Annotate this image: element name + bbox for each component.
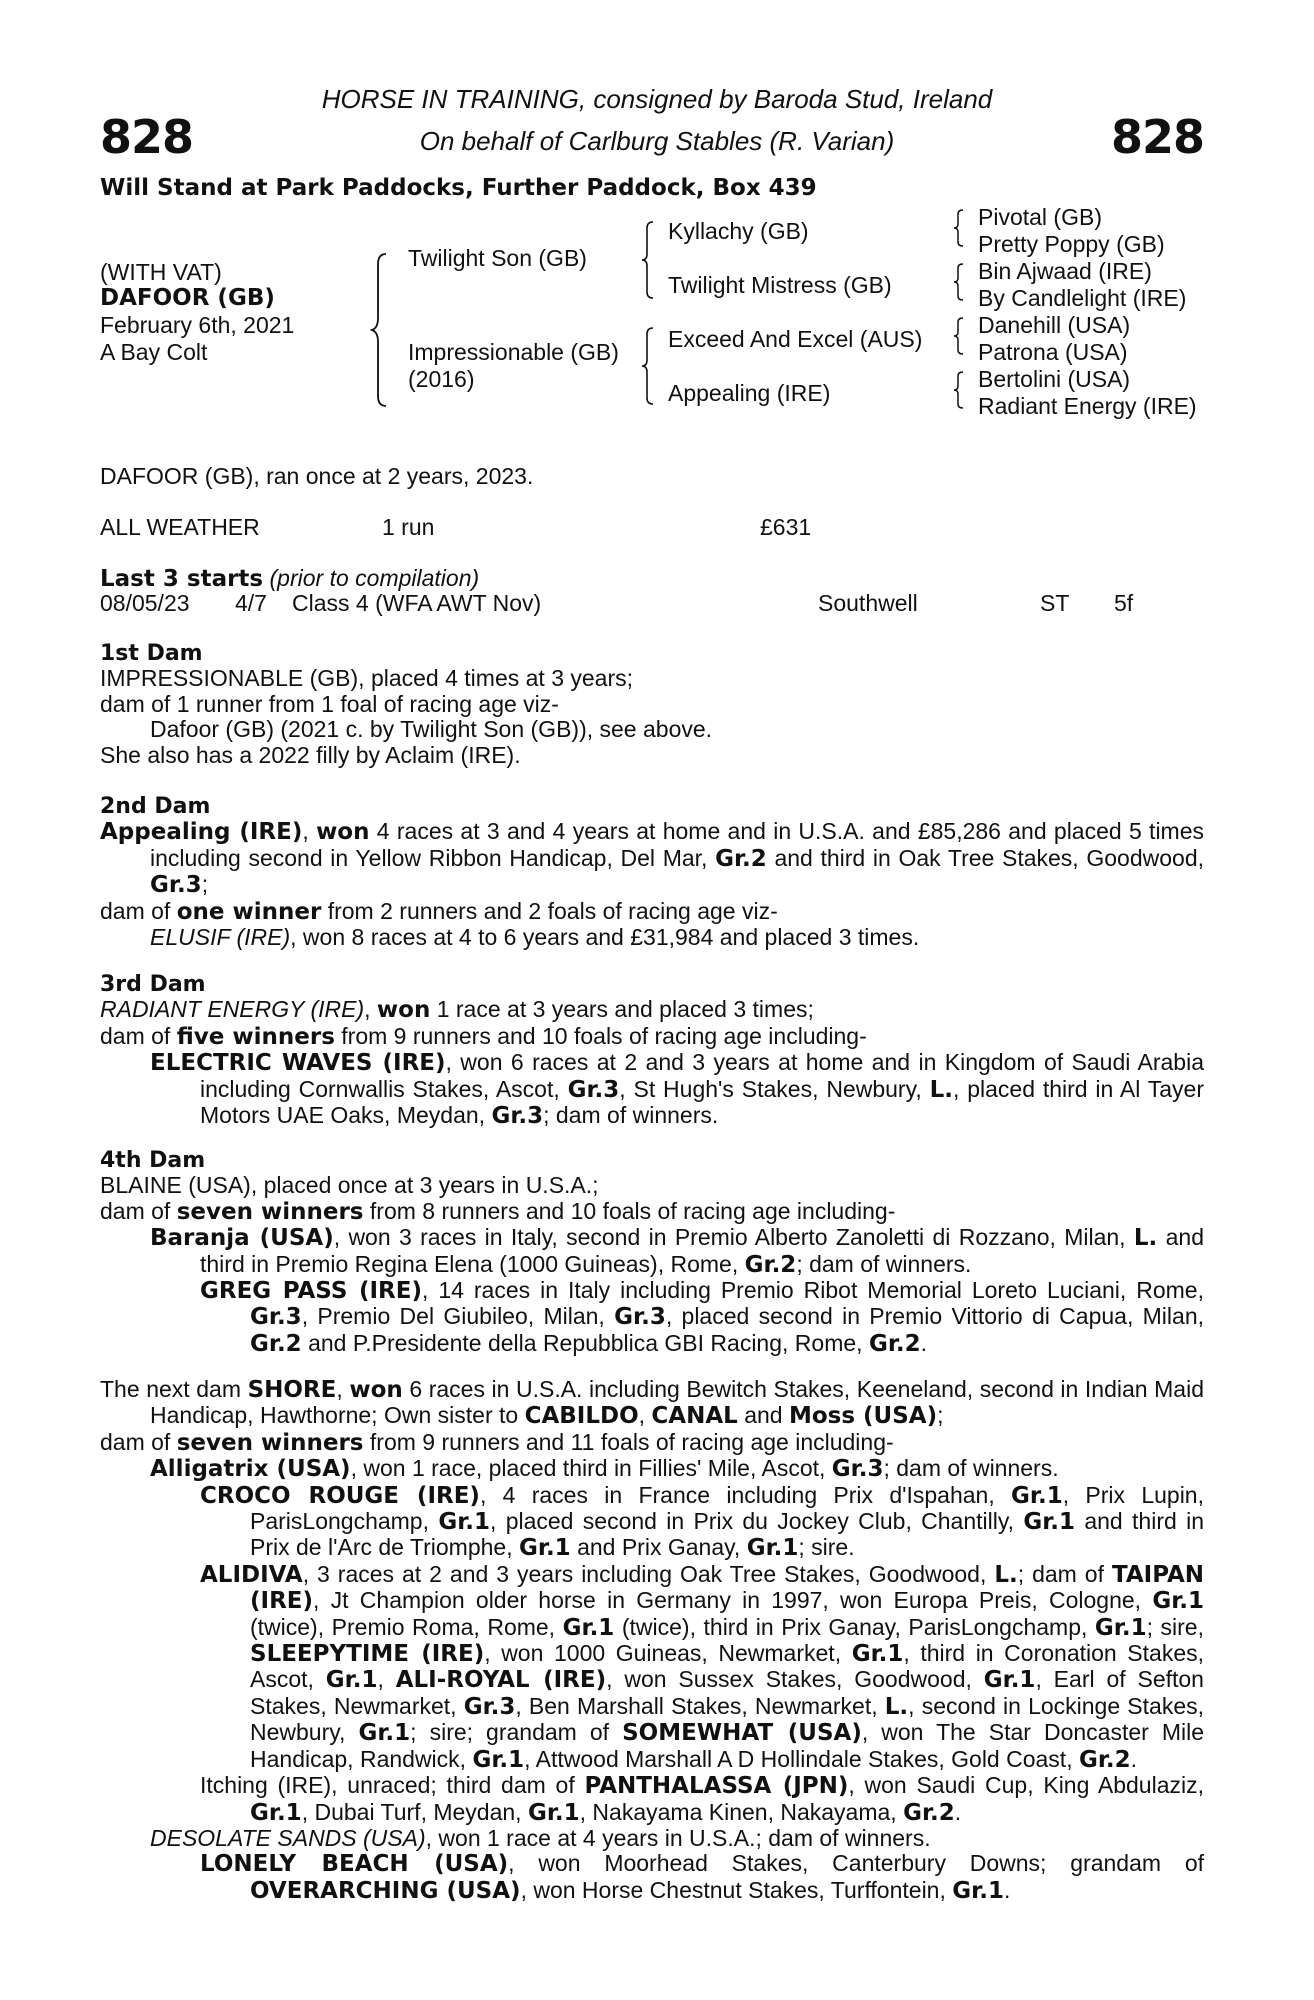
grade: Gr.3	[491, 1103, 544, 1130]
stand-location: Will Stand at Park Paddocks, Further Paddock, Box 439	[100, 175, 817, 201]
grade: Gr.2	[868, 1330, 921, 1357]
pedigree-main-brace	[370, 252, 390, 408]
text: , won Horse Chestnut Stakes, Turffontein,	[520, 1876, 953, 1903]
fourth-dam-produce-2	[100, 1278, 1204, 1357]
pedigree-sire: Twilight Son (GB)	[408, 245, 587, 271]
pedigree-brace-ds	[952, 316, 966, 356]
pedigree-dds: Bertolini (USA)	[978, 366, 1131, 392]
produce-name: GREG PASS (IRE)	[200, 1278, 422, 1305]
text: , Premio Del Giubileo, Milan,	[301, 1303, 615, 1330]
grade: Gr.3	[831, 1456, 884, 1483]
text: ; dam of winners.	[883, 1455, 1059, 1482]
consignor-line: HORSE IN TRAINING, consigned by Baroda Stud, Ireland	[321, 84, 993, 114]
start-position: 4/7	[235, 590, 267, 616]
pedigree-brace-dd	[952, 370, 966, 410]
next-dam-produce-alligatrix	[100, 1456, 1204, 1482]
grade: Gr.3	[250, 1304, 302, 1331]
text: ; dam of	[1017, 1560, 1112, 1587]
pedigree-ddd: Radiant Energy (IRE)	[978, 393, 1197, 419]
text: .	[1130, 1745, 1138, 1772]
text: (twice), Premio Roma, Rome,	[250, 1613, 563, 1640]
third-dam-produce-summary	[100, 1024, 1204, 1050]
next-dam-produce-itching	[100, 1773, 1204, 1826]
text: , Dubai Turf, Meydan,	[301, 1798, 528, 1825]
won-label: won	[316, 819, 370, 846]
text: ; sire.	[798, 1534, 855, 1561]
text: , won 8 races at 4 to 6 years and £31,984 and placed 3 times.	[290, 924, 920, 951]
second-dam-heading: 2nd Dam	[100, 794, 211, 819]
next-dam-produce-summary	[100, 1430, 1204, 1456]
third-dam-produce	[100, 1050, 1204, 1129]
text: .	[920, 1329, 928, 1356]
text: , won 1 race, placed third in Fillies' Mile, Ascot,	[350, 1455, 832, 1482]
produce-name: Baranja (USA)	[150, 1225, 334, 1252]
fourth-dam-section	[100, 1148, 1204, 1357]
record-runs: 1 run	[382, 514, 435, 540]
lot-number-left: 828	[100, 110, 194, 164]
produce-name: Alligatrix (USA)	[150, 1456, 351, 1483]
text: Itching (IRE), unraced; third dam of	[200, 1772, 585, 1799]
grade: Gr.1	[358, 1720, 411, 1747]
text: , Attwood Marshall A D Hollindale Stakes, Gold Coast,	[524, 1745, 1079, 1772]
grade: Gr.1	[519, 1535, 571, 1562]
text: , Earl of Sefton Stakes, Newmarket,	[250, 1666, 1204, 1719]
first-dam-heading: 1st Dam	[100, 641, 203, 666]
won-label: won	[349, 1377, 403, 1403]
text: ; sire,	[1146, 1613, 1204, 1640]
winners-count: one winner	[176, 898, 322, 925]
grade: Gr.3	[463, 1693, 516, 1720]
text: , second in Lockinge Stakes, Newbury,	[250, 1692, 1204, 1746]
text: and third in Premio Regina Elena (1000 Guineas), Rome,	[200, 1224, 1205, 1277]
grade: Gr.1	[746, 1535, 799, 1562]
text: and third in Prix de l'Arc de Triomphe,	[250, 1508, 1204, 1561]
grade: Gr.1	[472, 1746, 525, 1773]
winners-count: seven winners	[176, 1198, 364, 1225]
grade: Gr.1	[1152, 1588, 1204, 1615]
produce-name: SOMEWHAT (USA)	[622, 1720, 862, 1747]
produce-name: CROCO ROUGE (IRE)	[200, 1482, 480, 1509]
second-dam-section	[100, 794, 1204, 950]
start-date: 08/05/23	[100, 590, 190, 616]
text: ,	[638, 1402, 652, 1429]
third-dam-heading: 3rd Dam	[100, 972, 206, 997]
text: dam of	[100, 1197, 177, 1224]
text: from 2 runners and 2 foals of racing age viz-	[321, 897, 778, 924]
grade: L.	[884, 1693, 909, 1720]
horse-description: A Bay Colt	[100, 339, 208, 365]
produce-name: OVERARCHING (USA)	[250, 1877, 521, 1904]
text: 1 race at 3 years and placed 3 times;	[430, 996, 814, 1023]
dam-name: SHORE	[247, 1377, 337, 1403]
text: , 3 races at 2 and 3 years including Oak Tree Stakes, Goodwood,	[302, 1560, 995, 1587]
pedigree-sds: Bin Ajwaad (IRE)	[978, 258, 1152, 284]
text: The next dam	[100, 1376, 248, 1402]
text: dam of	[100, 1428, 177, 1455]
grade: Gr.2	[744, 1251, 797, 1278]
grade: Gr.2	[903, 1799, 955, 1826]
first-dam-line1: IMPRESSIONABLE (GB), placed 4 times at 3 years;	[100, 665, 634, 692]
text: and third in Oak Tree Stakes, Goodwood,	[766, 844, 1204, 871]
text: , Ben Marshall Stakes, Newmarket,	[515, 1692, 885, 1719]
text: from 9 runners and 11 foals of racing age including-	[363, 1428, 894, 1455]
foaling-date: February 6th, 2021	[100, 312, 295, 338]
text: from 8 runners and 10 foals of racing age including-	[363, 1197, 896, 1224]
text: , won 3 races in Italy, second in Premio Alberto Zanoletti di Rozzano, Milan,	[333, 1224, 1134, 1251]
second-dam-record	[100, 819, 1204, 898]
record-earnings: £631	[760, 514, 812, 540]
grade: Gr.1	[250, 1799, 302, 1826]
pedigree-brace-ss	[952, 208, 966, 248]
fourth-dam-produce-summary	[100, 1199, 1204, 1225]
race-summary: DAFOOR (GB), ran once at 2 years, 2023.	[100, 463, 534, 489]
fourth-dam-heading: 4th Dam	[100, 1148, 206, 1173]
text: , won 1000 Guineas, Newmarket,	[484, 1640, 852, 1667]
grade: Gr.3	[150, 872, 202, 899]
pedigree-sdd: By Candlelight (IRE)	[978, 285, 1187, 311]
pedigree-sire-brace	[640, 220, 656, 300]
grade: Gr.3	[614, 1304, 666, 1331]
pedigree-dam-sire: Exceed And Excel (AUS)	[668, 326, 923, 352]
text: , Prix Lupin, ParisLongchamp,	[250, 1481, 1204, 1535]
start-race: Class 4 (WFA AWT Nov)	[292, 590, 542, 616]
produce-name: PANTHALASSA (JPN)	[584, 1773, 849, 1800]
next-dam-record	[100, 1377, 1204, 1430]
first-dam-section	[100, 641, 1204, 768]
grade: L.	[929, 1076, 953, 1103]
text: .	[1003, 1876, 1011, 1903]
text: , won Moorhead Stakes, Canterbury Downs; grandam of	[508, 1850, 1204, 1877]
text: ,	[377, 1666, 396, 1693]
grade: Gr.2	[715, 845, 767, 872]
last-starts-note: (prior to compilation)	[269, 565, 480, 591]
vat-note: (WITH VAT)	[100, 259, 222, 285]
text: dam of	[100, 1022, 177, 1049]
text: ;	[937, 1402, 944, 1429]
fourth-dam-produce-1	[100, 1225, 1204, 1278]
second-dam-produce-summary	[100, 899, 1204, 925]
text: ; dam of winners.	[796, 1250, 972, 1277]
last-starts-title: Last 3 starts	[100, 566, 264, 592]
pedigree-brace-sd	[952, 262, 966, 302]
text: , placed second in Prix du Jockey Club, Chantilly,	[490, 1508, 1024, 1535]
grade: Gr.1	[952, 1877, 1004, 1904]
start-distance: 5f	[1114, 590, 1134, 616]
text: , St Hugh's Stakes, Newbury,	[619, 1075, 930, 1102]
text: ; sire; grandam of	[410, 1719, 623, 1746]
pedigree-sire-dam: Twilight Mistress (GB)	[668, 272, 892, 298]
pedigree-dss: Danehill (USA)	[978, 312, 1131, 338]
produce-name: SLEEPYTIME (IRE)	[250, 1641, 485, 1668]
text: from 9 runners and 10 foals of racing age including-	[334, 1022, 867, 1049]
grade: Gr.1	[1023, 1509, 1076, 1536]
next-dam-section	[100, 1377, 1204, 1904]
text: ; dam of winners.	[543, 1102, 719, 1129]
text: , Jt Champion older horse in Germany in 1997, won Europa Preis, Cologne,	[313, 1587, 1153, 1614]
grade: Gr.1	[983, 1667, 1036, 1694]
winners-count: five winners	[176, 1023, 335, 1050]
horse-name: DAFOOR (GB)	[100, 285, 275, 311]
dam-name: Appealing (IRE)	[100, 819, 303, 846]
text: and Prix Ganay,	[570, 1534, 747, 1561]
text: .	[954, 1798, 962, 1825]
grade: Gr.1	[325, 1667, 378, 1694]
text: 6 races in U.S.A. including Bewitch Stakes, Keeneland, second in Indian Maid Handicap, Hawthorne; Own sister to	[150, 1376, 1204, 1429]
sibling-name: CABILDO	[524, 1403, 639, 1430]
produce-name: DESOLATE SANDS (USA)	[150, 1824, 426, 1851]
grade: Gr.2	[250, 1330, 302, 1357]
text: , Nakayama Kinen, Nakayama,	[579, 1798, 904, 1825]
first-dam-line2: dam of 1 runner from 1 foal of racing age viz-	[100, 690, 559, 717]
grade: Gr.1	[851, 1641, 904, 1668]
produce-name: TAIPAN (IRE)	[250, 1561, 1205, 1615]
text: , won 1 race at 4 years in U.S.A.; dam of winners.	[425, 1824, 931, 1851]
text: 4 races at 3 and 4 years at home and in U.S.A. and £85,286 and placed 5 times including second in Yellow Ribbon Handicap, Del Mar,	[150, 818, 1205, 871]
pedigree-dam-brace	[640, 326, 656, 406]
behalf-line: On behalf of Carlburg Stables (R. Varian)	[419, 126, 895, 156]
text: , 4 races in France including Prix d'Ispahan,	[479, 1481, 1012, 1508]
text: , 14 races in Italy including Premio Ribot Memorial Loreto Luciani, Rome,	[421, 1277, 1204, 1304]
sibling-name: CANAL	[651, 1403, 738, 1430]
produce-name: LONELY BEACH (USA)	[200, 1851, 509, 1878]
produce-name: ALI-ROYAL (IRE)	[395, 1667, 607, 1694]
grade: Gr.1	[1011, 1482, 1063, 1509]
second-dam-produce	[100, 925, 1204, 950]
start-going: ST	[1040, 590, 1070, 616]
first-dam-line4: She also has a 2022 filly by Aclaim (IRE).	[100, 741, 521, 768]
third-dam-section	[100, 972, 1204, 1129]
next-dam-produce-lonely-beach	[100, 1851, 1204, 1904]
fourth-dam-record: BLAINE (USA), placed once at 3 years in U.S.A.;	[100, 1172, 599, 1199]
text: and	[737, 1402, 789, 1429]
record-surface: ALL WEATHER	[100, 514, 260, 540]
grade: L.	[1133, 1225, 1158, 1252]
next-dam-produce-croco-rouge	[100, 1483, 1204, 1562]
pedigree-sire-sire: Kyllachy (GB)	[668, 218, 809, 244]
text: and P.Presidente della Repubblica GBI Racing, Rome,	[301, 1329, 869, 1356]
text: ;	[201, 871, 209, 898]
start-course: Southwell	[818, 590, 918, 616]
text: ,	[302, 818, 317, 845]
text: , won Sussex Stakes, Goodwood,	[606, 1666, 984, 1693]
text: (twice), third in Prix Ganay, ParisLongchamp,	[614, 1613, 1095, 1640]
grade: Gr.3	[567, 1076, 620, 1103]
grade: Gr.1	[527, 1799, 580, 1826]
produce-name: ELECTRIC WAVES (IRE)	[150, 1050, 446, 1077]
text: ,	[364, 996, 377, 1023]
text: , won Saudi Cup, King Abdulaziz,	[848, 1772, 1204, 1799]
text: , won 6 races at 2 and 3 years at home and in Kingdom of Saudi Arabia including Cornwallis Stakes, Ascot,	[200, 1049, 1204, 1102]
pedigree-dsd: Patrona (USA)	[978, 339, 1128, 365]
third-dam-record	[100, 997, 1204, 1023]
grade: Gr.1	[1094, 1614, 1147, 1641]
grade: Gr.1	[562, 1614, 615, 1641]
next-dam-produce-desolate-sands	[100, 1826, 1204, 1851]
produce-name: ALIDIVA	[200, 1561, 303, 1588]
first-dam-produce: Dafoor (GB) (2021 c. by Twilight Son (GB)), see above.	[150, 716, 713, 743]
text: , placed third in Al Tayer Motors UAE Oaks, Meydan,	[200, 1075, 1205, 1129]
pedigree-sss: Pivotal (GB)	[978, 204, 1102, 230]
sibling-name: Moss (USA)	[788, 1403, 938, 1430]
pedigree-dam: Impressionable (GB)	[408, 339, 619, 365]
text: , won The Star Doncaster Mile Handicap, Randwick,	[250, 1719, 1204, 1772]
grade: Gr.1	[438, 1509, 490, 1536]
text: dam of	[100, 897, 177, 924]
text: ,	[336, 1376, 350, 1402]
lot-number-right: 828	[1110, 110, 1204, 164]
grade: Gr.2	[1078, 1746, 1131, 1773]
next-dam-produce-alidiva	[100, 1562, 1204, 1773]
pedigree-ssd: Pretty Poppy (GB)	[978, 231, 1165, 257]
last-starts-heading	[100, 566, 479, 592]
pedigree-dam-year: (2016)	[408, 366, 475, 392]
grade: L.	[994, 1561, 1018, 1588]
text: , third in Coronation Stakes, Ascot,	[250, 1640, 1204, 1693]
produce-name: ELUSIF (IRE)	[150, 924, 291, 951]
winners-count: seven winners	[176, 1429, 364, 1456]
text: , placed second in Premio Vittorio di Capua, Milan,	[665, 1303, 1204, 1330]
dam-name: RADIANT ENERGY (IRE)	[100, 996, 365, 1023]
won-label: won	[376, 997, 431, 1024]
pedigree-dam-dam: Appealing (IRE)	[668, 380, 831, 406]
